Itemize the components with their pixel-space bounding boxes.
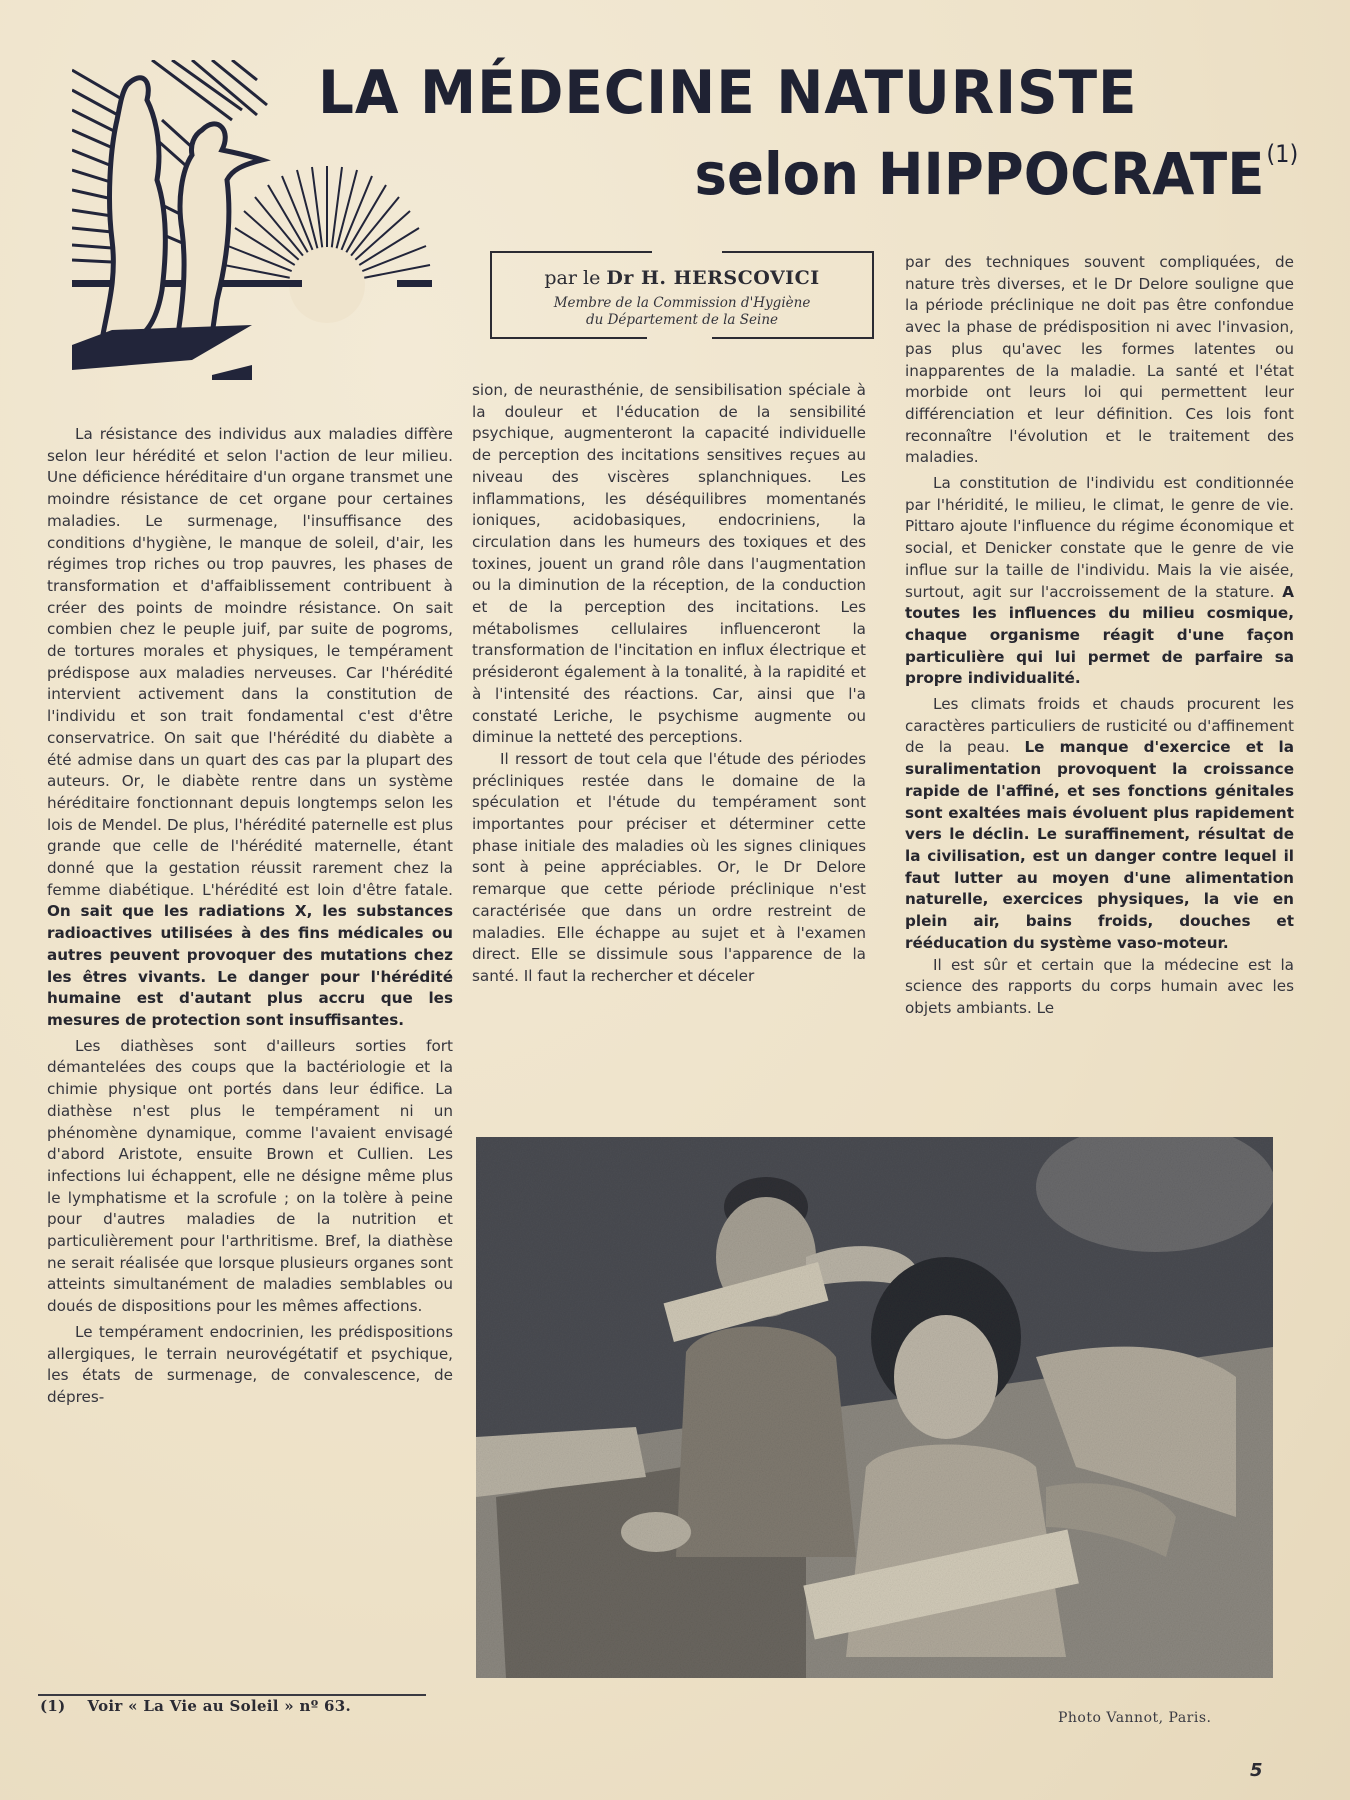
paragraph-text: Il ressort de tout cela que l'étude des périodes précliniques restée dans le domaine de la spéculation et l'étude du tempérament sont importantes pour préciser et déterminer cette phase initiale des maladies où les signes cliniques sont à peine appréciables. Or, le Dr Delore remarque que cette période préclinique n'est caractérisée que dans un ordre restreint de maladies. Elle échappe au sujet et à l'examen direct. Elle se dissimule sous l'apparence de la santé. Il faut la rechercher et déceler xyxy=(472,749,866,985)
article-title-line2-text: selon HIPPOCRATE xyxy=(694,140,1265,208)
title-footnote-marker: (1) xyxy=(1266,140,1298,168)
paragraph-text: Il est sûr et certain que la médecine est la science des rapports du corps humain avec les objets ambiants. Le xyxy=(905,955,1294,1017)
paragraph-text: Les diathèses sont d'ailleurs sorties fort démantelées des coups que la bactériologie et la chimie physique ont portés dans leur édifice. La diathèse n'est plus le tempérament ni un phénomène dynamique, comme l'avaient envisagé d'abord Aristote, ensuite Brown et Cullien. Les infections lui échappent, elle ne désigne même plus le lymphatisme et la scrofule ; on la tolère à peine pour d'autres maladies de la nutrition et particulièrement pour l'arthritisme. Bref, la diathèse ne serait réalisée que lorsque plusieurs organes sont atteints simultanément de maladies semblables ou doués de dispositions pour les mêmes affections. xyxy=(47,1036,453,1316)
byline-prefix: par le xyxy=(544,267,607,289)
paragraph-bold-text: A toutes les influences du milieu cosmique, chaque organisme réagit d'une façon particulière qui lui permet de parfaire sa propre individualité. xyxy=(905,582,1294,688)
byline-rule xyxy=(492,337,647,339)
ground-icon xyxy=(72,325,252,370)
child-boy-body xyxy=(676,1326,856,1557)
paragraph-text: sion, de neurasthénie, de sensibilisation spéciale à la douleur et l'éducation de la sensibilité psychique, augmenteront la capacité individuelle de perception des incitations sensitives reçues au niveau des viscères splanchniques. Les inflammations, les déséquilibres momentanés ioniques, acidobasiques, endocriniens, la circulation dans les humeurs des toxiques et des toxines, jouent un grand rôle dans l'augmentation ou la diminution de la réception, de la conduction et de la perception des incitations. Les métabolismes cellulaires influenceront la transformation de l'incitation en influx électrique et présideront également à la tonalité, à la rapidité et à l'intensité des réactions. Car, ainsi que l'a constaté Leriche, le psychisme augmente ou diminue la netteté des perceptions. xyxy=(472,381,866,747)
paragraph xyxy=(905,694,1294,954)
byline-rule xyxy=(712,337,872,339)
paragraph-text: Les climats froids et chauds procurent les caractères particuliers de rusticité ou d'affinement de la peau. xyxy=(905,695,1294,757)
photograph xyxy=(476,1137,1273,1678)
footnote-text: Voir « La Vie au Soleil » nº 63. xyxy=(87,1697,352,1715)
paragraph xyxy=(905,955,1294,1020)
paragraph xyxy=(47,424,453,1032)
text-column-middle xyxy=(472,380,866,988)
paragraph-bold-text: Le manque d'exercice et la suralimentation provoquent la croissance rapide de l'affiné, et ses fonctions génitales sont exaltées mais évoluent plus rapidement vers le déclin. Le suraffinement, résultat de la civilisation, est un danger contre lequel il faut lutter au moyen d'une alimentation naturelle, exercices physiques, la vie en plein air, bains froids, douches et rééducation du système vaso-moteur. xyxy=(905,738,1294,952)
paragraph-text: par des techniques souvent compliquées, de nature très diverses, et le Dr Delore souligne que la période préclinique ne doit pas être confondue avec la phase de prédisposition ni avec l'invasion, pas plus qu'avec les formes latentes ou inapparentes de la maladie. La santé et l'état morbide ont leurs loi qui permettent leur différenciation et leur définition. Ces lois font reconnaître l'évolution et le traitement des maladies. xyxy=(905,253,1294,467)
footnote-rule xyxy=(38,1694,426,1696)
paragraph xyxy=(47,1322,453,1409)
paragraph-text: Le tempérament endocrinien, les prédispositions allergiques, le terrain neurovégétatif et psychique, les états de surmenage, de convalescence, de dépres- xyxy=(47,1322,453,1406)
page-number: 5 xyxy=(1250,1760,1263,1781)
footnote xyxy=(40,1697,351,1715)
byline-rule xyxy=(722,251,872,253)
paragraph xyxy=(472,749,866,988)
photo-credit: Photo Vannot, Paris. xyxy=(1058,1710,1212,1726)
affiliation-line: Membre de la Commission d'Hygiène xyxy=(553,295,811,311)
paragraph xyxy=(905,473,1294,690)
footnote-marker: (1) xyxy=(40,1697,66,1715)
paragraph xyxy=(905,252,1294,469)
affiliation-line: du Département de la Seine xyxy=(585,312,779,328)
paragraph xyxy=(47,1036,453,1318)
text-column-left xyxy=(47,424,453,1409)
author-affiliation xyxy=(492,295,872,329)
paragraph xyxy=(472,380,866,749)
figures-icon xyxy=(102,78,262,340)
paragraph-text: La constitution de l'individu est conditionnée par l'héridité, le milieu, le climat, le genre de vie. Pittaro ajoute l'influence du régime économique et social, et Denicker constate que le genre de vie influe sur la taille de l'individu. Mais la vie aisée, surtout, agit sur l'accroissement de la stature. xyxy=(905,474,1294,601)
byline xyxy=(492,267,872,289)
author-name: Dr H. HERSCOVICI xyxy=(606,267,820,289)
article-title-line2 xyxy=(694,140,1298,208)
article-title-line1: LA MÉDECINE NATURISTE xyxy=(318,58,1138,128)
paragraph-bold-text: On sait que les radiations X, les substances radioactives utilisées à des fins médicales ou autres peuvent provoquer des mutations chez les êtres vivants. Le danger pour l'hérédité humaine est d'autant plus accru que les mesures de protection sont insuffisantes. xyxy=(47,902,453,1029)
text-column-right xyxy=(905,252,1294,1020)
byline-box xyxy=(490,251,874,339)
paragraph-text: La résistance des individus aux maladies diffère selon leur hérédité et selon l'action de leur milieu. Une déficience héréditaire d'un organe transmet une moindre résistance de cet organe pour certaines maladies. Le surmenage, l'insuffisance des conditions d'hygiène, le manque de soleil, d'air, les régimes trop riches ou trop pauvres, les phases de transformation et d'affaiblissement contribuent à créer des points de moindre résistance. On sait combien chez le peuple juif, par suite de pogroms, de tortures morales et physiques, le tempérament prédispose aux maladies nerveuses. Car l'hérédité intervient activement dans la constitution de l'individu et son trait fondamental c'est d'être conservatrice. On sait que l'hérédité du diabète a été admise dans un quart des cas par la plupart des auteurs. Or, le diabète rentre dans un système héréditaire fonctionnant depuis longtemps selon les lois de Mendel. De plus, l'hérédité paternelle est plus grande que celle de l'hérédité maternelle, étant donné que la gestation réussit rarement chez la femme diabétique. L'hérédité est loin d'être fatale. xyxy=(47,425,453,899)
child-girl-face xyxy=(894,1315,998,1439)
byline-rule xyxy=(492,251,652,253)
